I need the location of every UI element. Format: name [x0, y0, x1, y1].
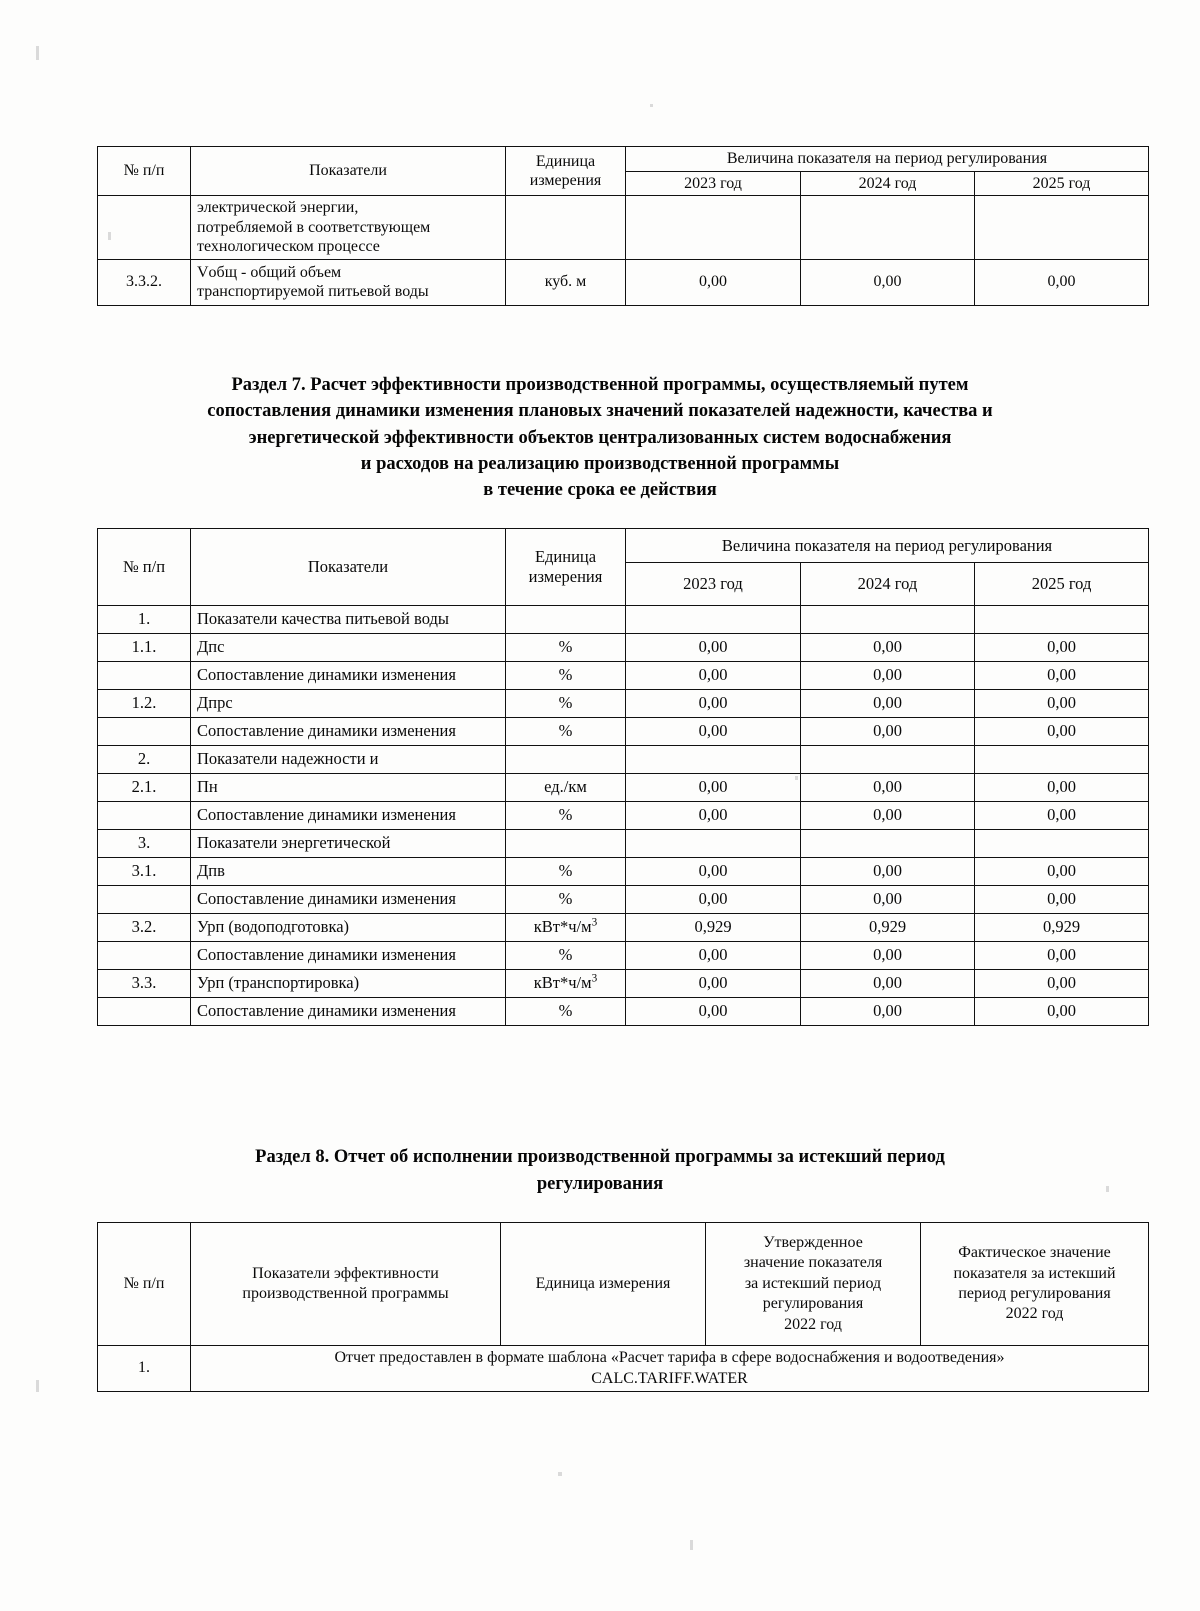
header-cell-unit [506, 529, 626, 606]
cell-value-2023: 0,00 [626, 858, 801, 886]
table-row [98, 1346, 1149, 1392]
cell-num: 1. [98, 606, 191, 634]
cell-num: 1. [98, 1346, 191, 1392]
header-cell-year-2024: 2024 год [801, 563, 975, 606]
cell-indicator [191, 196, 506, 260]
header-actual-line2: показателя за истекший [953, 1264, 1116, 1282]
table-row [98, 718, 1149, 746]
cell-value-2025: 0,00 [975, 259, 1149, 305]
cell-indicator: Дпрс [191, 690, 506, 718]
cell-indicator: Сопоставление динамики изменения [191, 998, 506, 1026]
cell-value-2025 [975, 606, 1149, 634]
cell-value-2025: 0,00 [975, 858, 1149, 886]
cell-value-2025: 0,00 [975, 802, 1149, 830]
cell-unit: ед./км [506, 774, 626, 802]
cell-value-2024 [801, 746, 975, 774]
cell-unit: % [506, 718, 626, 746]
cell-value-2025 [975, 196, 1149, 260]
table-row [98, 690, 1149, 718]
cell-unit [506, 830, 626, 858]
cell-report-note [191, 1346, 1149, 1392]
cell-value-2025: 0,00 [975, 634, 1149, 662]
table-row [98, 606, 1149, 634]
cell-num: 2. [98, 746, 191, 774]
table-row [98, 259, 1149, 305]
cell-unit: % [506, 886, 626, 914]
cell-value-2024: 0,00 [801, 690, 975, 718]
cell-value-2024: 0,929 [801, 914, 975, 942]
section-8-heading [140, 1144, 1060, 1198]
cell-num: 3.3.2. [98, 259, 191, 305]
cell-num [98, 718, 191, 746]
cell-num: 3. [98, 830, 191, 858]
table-section7 [97, 528, 1149, 1026]
table-row [98, 942, 1149, 970]
header-cell-num: № п/п [98, 1223, 191, 1346]
cell-value-2024: 0,00 [801, 970, 975, 998]
cell-value-2023: 0,00 [626, 662, 801, 690]
table-row [98, 970, 1149, 998]
cell-value-2023 [626, 746, 801, 774]
cell-value-2023: 0,00 [626, 942, 801, 970]
cell-value-2023 [626, 196, 801, 260]
cell-num: 3.2. [98, 914, 191, 942]
cell-value-2024: 0,00 [801, 259, 975, 305]
table-row [98, 914, 1149, 942]
cell-indicator: Показатели энергетической [191, 830, 506, 858]
cell-value-2023: 0,00 [626, 718, 801, 746]
cell-value-2024: 0,00 [801, 942, 975, 970]
header-cell-year-2023: 2023 год [626, 563, 801, 606]
table-row [98, 886, 1149, 914]
header-actual-line4: 2022 год [1005, 1305, 1064, 1323]
cell-value-2023 [626, 606, 801, 634]
cell-value-2024 [801, 196, 975, 260]
table-row [98, 830, 1149, 858]
cell-value-2023: 0,929 [626, 914, 801, 942]
cell-value-2024: 0,00 [801, 718, 975, 746]
indicator-line3: технологическом процессе [197, 238, 380, 256]
report-note-line2: CALC.TARIFF.WATER [591, 1369, 748, 1387]
cell-unit [506, 914, 626, 942]
cell-value-2024: 0,00 [801, 774, 975, 802]
table-header-row [98, 529, 1149, 563]
scan-artifact [690, 1540, 693, 1550]
indicator-line1: электрической энергии, [197, 199, 359, 217]
cell-indicator: Урп (водоподготовка) [191, 914, 506, 942]
cell-value-2024: 0,00 [801, 998, 975, 1026]
cell-indicator: Дпв [191, 858, 506, 886]
table-row [98, 858, 1149, 886]
table-row [98, 746, 1149, 774]
cell-value-2024: 0,00 [801, 858, 975, 886]
cell-value-2023: 0,00 [626, 998, 801, 1026]
cell-unit: % [506, 802, 626, 830]
heading-line-1: Раздел 8. Отчет об исполнении производственной программы за истекший период [255, 1147, 945, 1167]
scan-artifact [650, 104, 653, 107]
indicator-line1: Vобщ - общий объем [197, 263, 342, 281]
header-approved-line2: значение показателя [743, 1254, 883, 1272]
cell-value-2025: 0,00 [975, 886, 1149, 914]
cell-unit [506, 746, 626, 774]
header-cell-unit: Единица измерения [501, 1223, 706, 1346]
table-header-row [98, 1223, 1149, 1346]
cell-value-2025: 0,00 [975, 998, 1149, 1026]
cell-value-2024: 0,00 [801, 662, 975, 690]
header-cell-actual-value [921, 1223, 1149, 1346]
header-unit-line2: измерения [528, 567, 603, 586]
scan-artifact [1106, 1186, 1109, 1192]
unit-exponent: 3 [591, 916, 598, 929]
cell-value-2023: 0,00 [626, 802, 801, 830]
table-row [98, 802, 1149, 830]
cell-value-2025: 0,00 [975, 690, 1149, 718]
cell-num [98, 662, 191, 690]
unit-base: кВт*ч/м [533, 973, 592, 993]
cell-indicator: Показатели качества питьевой воды [191, 606, 506, 634]
cell-unit: % [506, 662, 626, 690]
cell-value-2025: 0,00 [975, 942, 1149, 970]
cell-unit: % [506, 942, 626, 970]
header-indicators-line1: Показатели эффективности [252, 1264, 439, 1282]
cell-value-2025 [975, 830, 1149, 858]
table-row [98, 196, 1149, 260]
unit-base: кВт*ч/м [533, 917, 592, 937]
header-cell-approved-value [706, 1223, 921, 1346]
heading-line-3: энергетической эффективности объектов централизованных систем водоснабжения [248, 427, 952, 448]
cell-num: 1.1. [98, 634, 191, 662]
header-cell-period-group: Величина показателя на период регулирования [626, 147, 1149, 172]
cell-indicator: Сопоставление динамики изменения [191, 662, 506, 690]
report-note-line1: Отчет предоставлен в формате шаблона «Расчет тарифа в сфере водоснабжения и водоотведения» [334, 1349, 1005, 1367]
table-section6-continuation [97, 146, 1149, 306]
cell-value-2025: 0,929 [975, 914, 1149, 942]
header-approved-line1: Утвержденное [763, 1233, 863, 1251]
cell-indicator: Показатели надежности и [191, 746, 506, 774]
cell-value-2024: 0,00 [801, 634, 975, 662]
cell-num: 3.1. [98, 858, 191, 886]
header-cell-year-2025: 2025 год [975, 563, 1149, 606]
cell-value-2023: 0,00 [626, 970, 801, 998]
cell-num [98, 886, 191, 914]
header-unit-line1: Единица [535, 152, 596, 170]
cell-indicator: Пн [191, 774, 506, 802]
cell-indicator: Сопоставление динамики изменения [191, 802, 506, 830]
scan-artifact [558, 1472, 562, 1476]
cell-indicator: Урп (транспортировка) [191, 970, 506, 998]
table-row [98, 774, 1149, 802]
table-header-row [98, 147, 1149, 172]
header-unit-line2: измерения [529, 172, 602, 190]
cell-value-2023: 0,00 [626, 774, 801, 802]
header-indicators-line2: производственной программы [242, 1285, 449, 1302]
cell-value-2024 [801, 830, 975, 858]
cell-value-2024 [801, 606, 975, 634]
cell-unit [506, 606, 626, 634]
cell-value-2025: 0,00 [975, 774, 1149, 802]
header-approved-line5: 2022 год [784, 1315, 842, 1333]
header-cell-num: № п/п [98, 529, 191, 606]
header-actual-line1: Фактическое значение [958, 1244, 1111, 1262]
cell-value-2023: 0,00 [626, 886, 801, 914]
cell-indicator: Сопоставление динамики изменения [191, 886, 506, 914]
heading-line-2: сопоставления динамики изменения плановых значений показателей надежности, качества и [207, 401, 993, 422]
cell-value-2025: 0,00 [975, 662, 1149, 690]
header-unit-line1: Единица [534, 546, 597, 566]
header-approved-line4: регулирования [762, 1295, 864, 1313]
cell-indicator: Сопоставление динамики изменения [191, 718, 506, 746]
header-actual-line3: период регулирования [958, 1285, 1111, 1302]
header-cell-year-2024: 2024 год [801, 171, 975, 196]
section-7-heading [100, 372, 1100, 503]
header-cell-period-group: Величина показателя на период регулирования [626, 529, 1149, 563]
indicator-line2: транспортируемой питьевой воды [197, 283, 429, 301]
cell-value-2025: 0,00 [975, 970, 1149, 998]
cell-value-2023 [626, 830, 801, 858]
cell-unit: % [506, 690, 626, 718]
header-cell-year-2023: 2023 год [626, 171, 801, 196]
cell-unit: % [506, 858, 626, 886]
table-row [98, 662, 1149, 690]
unit-exponent: 3 [591, 972, 598, 985]
heading-line-2: регулирования [536, 1173, 664, 1194]
table-row [98, 998, 1149, 1026]
cell-value-2023: 0,00 [626, 259, 801, 305]
header-cell-indicators: Показатели [191, 147, 506, 196]
table-section8 [97, 1222, 1149, 1392]
cell-unit: % [506, 998, 626, 1026]
header-approved-line3: за истекший период [744, 1274, 882, 1292]
header-cell-indicators: Показатели [191, 529, 506, 606]
header-cell-unit [506, 147, 626, 196]
cell-value-2024: 0,00 [801, 802, 975, 830]
heading-line-4: и расходов на реализацию производственной программы [360, 453, 840, 474]
scan-artifact [795, 776, 798, 780]
cell-indicator: Дпс [191, 634, 506, 662]
cell-unit: % [506, 634, 626, 662]
cell-unit [506, 970, 626, 998]
header-cell-num: № п/п [98, 147, 191, 196]
cell-num: 3.3. [98, 970, 191, 998]
cell-num: 2.1. [98, 774, 191, 802]
heading-line-5: в течение срока ее действия [483, 480, 717, 501]
cell-unit: куб. м [506, 259, 626, 305]
header-cell-year-2025: 2025 год [975, 171, 1149, 196]
cell-num [98, 998, 191, 1026]
cell-value-2025: 0,00 [975, 718, 1149, 746]
cell-indicator: Сопоставление динамики изменения [191, 942, 506, 970]
cell-indicator [191, 259, 506, 305]
cell-value-2023: 0,00 [626, 690, 801, 718]
cell-unit [506, 196, 626, 260]
scan-artifact [108, 232, 111, 240]
table-row [98, 634, 1149, 662]
cell-num [98, 802, 191, 830]
cell-value-2025 [975, 746, 1149, 774]
scan-artifact [36, 46, 39, 60]
cell-value-2024: 0,00 [801, 886, 975, 914]
cell-value-2023: 0,00 [626, 634, 801, 662]
header-cell-indicators [191, 1223, 501, 1346]
scan-artifact [36, 1380, 39, 1392]
heading-line-1: Раздел 7. Расчет эффективности производственной программы, осуществляемый путем [231, 375, 969, 395]
cell-num [98, 196, 191, 260]
indicator-line2: потребляемой в соответствующем [197, 218, 431, 236]
cell-num [98, 942, 191, 970]
cell-num: 1.2. [98, 690, 191, 718]
